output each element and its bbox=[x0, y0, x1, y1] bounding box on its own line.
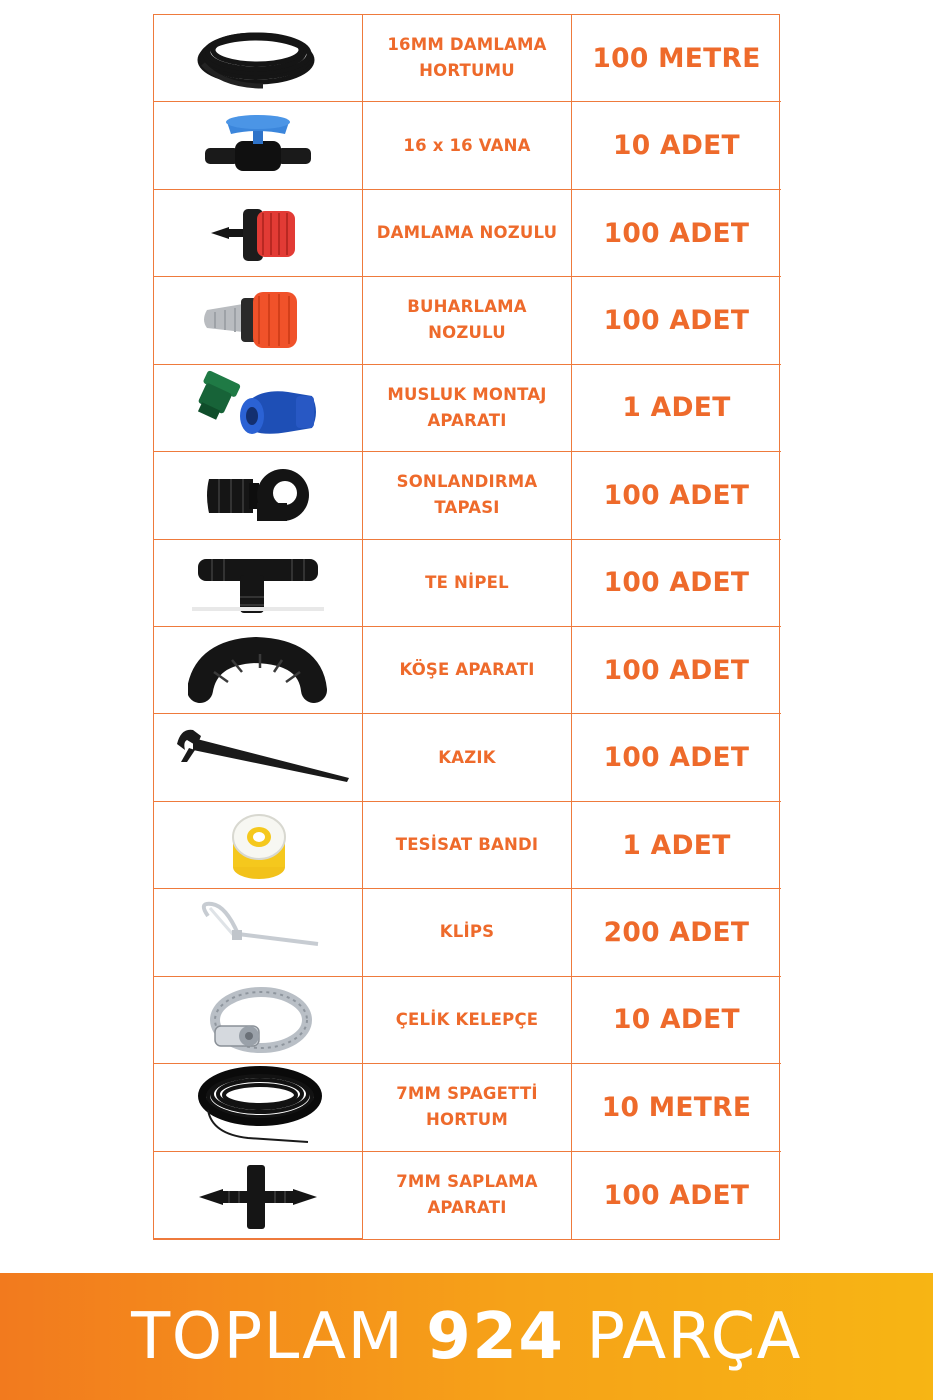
part-name: MUSLUK MONTAJ APARATI bbox=[387, 384, 547, 430]
part-qty-cell bbox=[572, 627, 781, 714]
part-name: DAMLAMA NOZULU bbox=[376, 223, 558, 243]
part-qty-cell bbox=[572, 102, 781, 189]
part-quantity: 200 ADET bbox=[603, 916, 750, 948]
part-qty-cell bbox=[572, 277, 781, 364]
part-quantity: 10 ADET bbox=[613, 130, 740, 162]
mist-nozzle-icon bbox=[154, 277, 363, 364]
elbow-fitting-icon bbox=[154, 627, 363, 714]
total-prefix: TOPLAM bbox=[131, 1299, 405, 1374]
part-name-cell bbox=[363, 627, 572, 714]
barb-connector-icon bbox=[154, 1152, 363, 1239]
part-name: KAZIK bbox=[438, 747, 496, 767]
part-quantity: 100 ADET bbox=[603, 1179, 750, 1211]
part-quantity: 100 ADET bbox=[603, 742, 750, 774]
part-name: 16 x 16 VANA bbox=[403, 135, 531, 155]
hose-clamp-icon bbox=[154, 977, 363, 1064]
ground-stake-icon bbox=[154, 714, 363, 801]
faucet-adapter-icon bbox=[154, 365, 363, 452]
part-qty-cell bbox=[572, 540, 781, 627]
hose-coil-icon bbox=[154, 15, 363, 102]
tee-fitting-icon bbox=[154, 540, 363, 627]
part-name: SONLANDIRMA TAPASI bbox=[396, 472, 538, 518]
part-qty-cell bbox=[572, 1064, 781, 1151]
part-quantity: 10 METRE bbox=[601, 1091, 752, 1123]
part-name-cell bbox=[363, 1064, 572, 1151]
ball-valve-icon bbox=[154, 102, 363, 189]
end-plug-icon bbox=[154, 452, 363, 539]
part-qty-cell bbox=[572, 365, 781, 452]
part-qty-cell bbox=[572, 452, 781, 539]
part-quantity: 100 ADET bbox=[603, 567, 750, 599]
part-name-cell bbox=[363, 1152, 572, 1239]
part-quantity: 100 ADET bbox=[603, 304, 750, 336]
cable-tie-icon bbox=[154, 889, 363, 976]
total-text bbox=[131, 1300, 802, 1374]
part-name-cell bbox=[363, 714, 572, 801]
part-name: ÇELİK KELEPÇE bbox=[395, 1009, 539, 1029]
part-qty-cell bbox=[572, 714, 781, 801]
total-count: 924 bbox=[426, 1299, 565, 1374]
part-name-cell bbox=[363, 540, 572, 627]
part-qty-cell bbox=[572, 977, 781, 1064]
part-qty-cell bbox=[572, 15, 781, 102]
part-name: KÖŞE APARATI bbox=[399, 660, 535, 680]
part-name: BUHARLAMA NOZULU bbox=[407, 297, 527, 343]
part-quantity: 100 ADET bbox=[603, 217, 750, 249]
part-name: 7MM SPAGETTİ HORTUM bbox=[396, 1084, 538, 1130]
part-name-cell bbox=[363, 802, 572, 889]
part-name: 7MM SAPLAMA APARATI bbox=[396, 1172, 538, 1218]
part-qty-cell bbox=[572, 1152, 781, 1239]
part-quantity: 1 ADET bbox=[622, 829, 731, 861]
part-name: TE NİPEL bbox=[425, 572, 509, 592]
part-name-cell bbox=[363, 15, 572, 102]
part-name-cell bbox=[363, 889, 572, 976]
part-quantity: 1 ADET bbox=[622, 392, 731, 424]
total-banner bbox=[0, 1273, 933, 1400]
part-name-cell bbox=[363, 452, 572, 539]
part-name: KLİPS bbox=[439, 922, 495, 942]
part-name-cell bbox=[363, 365, 572, 452]
part-name: TESİSAT BANDI bbox=[395, 835, 539, 855]
part-quantity: 100 ADET bbox=[603, 479, 750, 511]
drip-nozzle-icon bbox=[154, 190, 363, 277]
part-qty-cell bbox=[572, 190, 781, 277]
part-name-cell bbox=[363, 102, 572, 189]
part-quantity: 100 ADET bbox=[603, 654, 750, 686]
part-quantity: 10 ADET bbox=[613, 1004, 740, 1036]
part-name-cell bbox=[363, 277, 572, 364]
spaghetti-hose-icon bbox=[154, 1064, 363, 1151]
part-name-cell bbox=[363, 977, 572, 1064]
part-name: 16MM DAMLAMA HORTUMU bbox=[387, 35, 547, 81]
part-quantity: 100 METRE bbox=[592, 42, 761, 74]
total-suffix: PARÇA bbox=[586, 1299, 802, 1374]
part-name-cell bbox=[363, 190, 572, 277]
parts-table bbox=[153, 14, 780, 1240]
teflon-tape-icon bbox=[154, 802, 363, 889]
part-qty-cell bbox=[572, 889, 781, 976]
part-qty-cell bbox=[572, 802, 781, 889]
